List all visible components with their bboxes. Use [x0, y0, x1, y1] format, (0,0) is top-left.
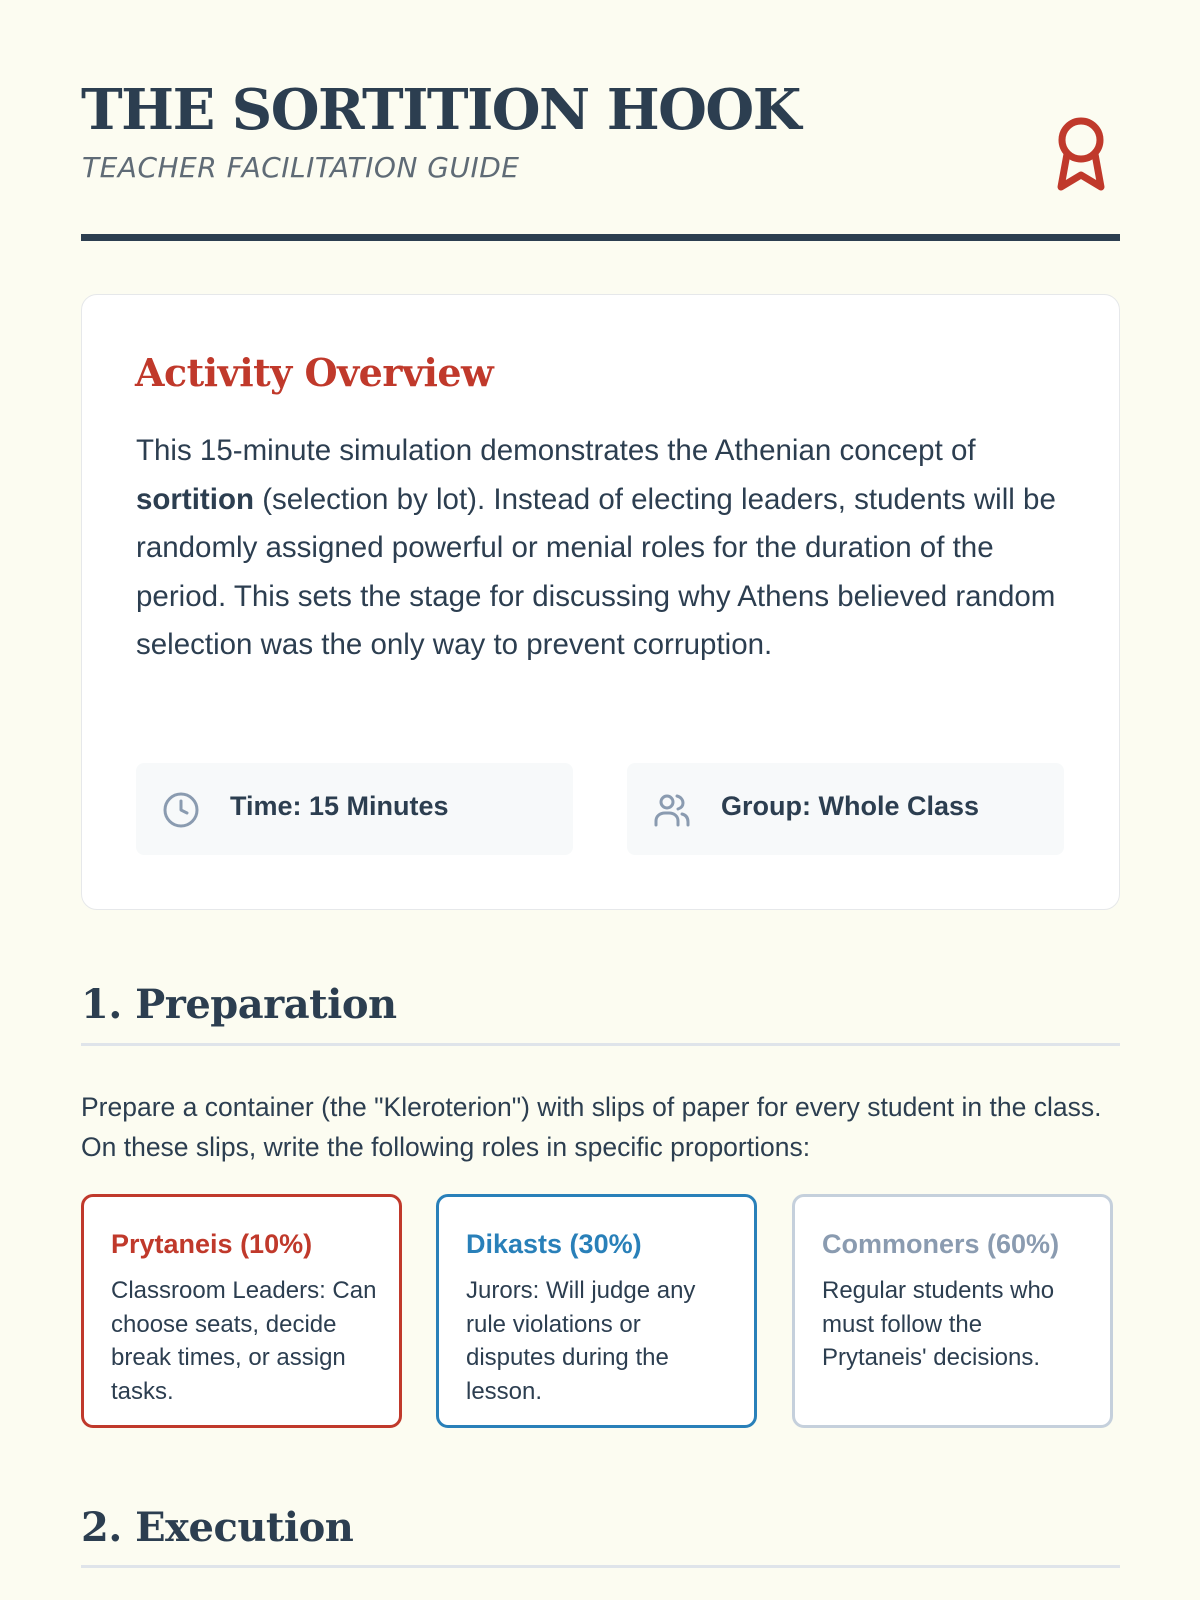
page-title: THE SORTITION HOOK	[81, 77, 800, 143]
group-label: Group: Whole Class	[721, 791, 980, 821]
role-title: Prytaneis (10%)	[111, 1229, 313, 1259]
time-label: Time: 15 Minutes	[230, 791, 449, 821]
preparation-text: Prepare a container (the "Kleroterion") with slips of paper for every student in the class. On these slips, write the following roles in specific proportions:	[81, 1092, 1102, 1162]
overview-text-bold: sortition	[136, 482, 254, 516]
role-card-dikasts	[436, 1194, 757, 1428]
award-ribbon-icon	[1054, 113, 1108, 193]
role-description: Regular students who must follow the Prytaneis' decisions.	[822, 1277, 1055, 1371]
overview-title: Activity Overview	[135, 350, 494, 395]
role-title: Commoners (60%)	[822, 1229, 1060, 1259]
page-subtitle: TEACHER FACILITATION GUIDE	[82, 151, 520, 184]
role-title: Dikasts (30%)	[466, 1229, 642, 1259]
role-card-commoners	[792, 1194, 1113, 1428]
overview-description	[136, 427, 1066, 670]
role-description: Classroom Leaders: Can choose seats, decide break times, or assign tasks.	[111, 1277, 377, 1405]
users-icon	[653, 791, 691, 829]
time-info-box	[136, 763, 573, 855]
clock-icon	[162, 791, 200, 829]
role-card-prytaneis	[81, 1194, 402, 1428]
header-divider	[81, 234, 1120, 241]
execution-heading: 2. Execution	[81, 1504, 354, 1551]
execution-divider	[81, 1565, 1120, 1568]
preparation-divider	[81, 1043, 1120, 1046]
guide-page	[81, 0, 1120, 1551]
role-description: Jurors: Will judge any rule violations or disputes during the lesson.	[466, 1277, 696, 1405]
page-header	[81, 0, 1120, 240]
group-info-box	[627, 763, 1064, 855]
overview-text-part: (selection by lot). Instead of electing leaders, students will be randomly assigned powerful or menial roles for the duration of the period. This sets the stage for discussing why Athens believed random selection was the only way to prevent corruption.	[136, 482, 1056, 662]
overview-text-part: This 15-minute simulation demonstrates the Athenian concept of	[136, 434, 976, 467]
preparation-heading: 1. Preparation	[81, 981, 397, 1028]
